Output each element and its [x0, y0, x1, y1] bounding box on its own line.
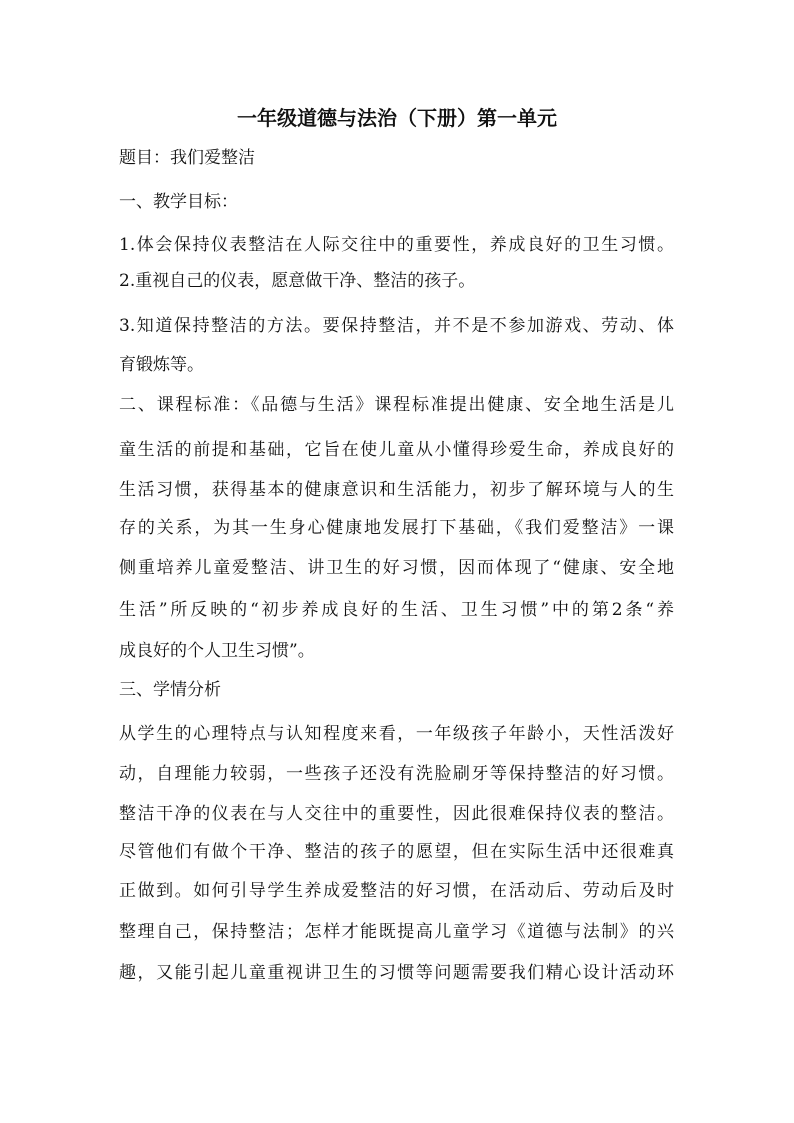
- objective-item-2: 2.重视自己的仪表，愿意做干净、整洁的孩子。: [119, 271, 476, 291]
- learning-analysis-paragraph-line: 正做到。如何引导学生养成爱整洁的好习惯，在活动后、劳动后及时: [119, 881, 674, 901]
- learning-analysis-paragraph-line: 整理自己，保持整洁；怎样才能既提高儿童学习《道德与法制》的兴: [119, 922, 674, 942]
- document-title: 一年级道德与法治（下册）第一单元: [237, 106, 557, 130]
- learning-analysis-paragraph-line: 趣，又能引起儿童重视讲卫生的习惯等问题需要我们精心设计活动环: [119, 963, 674, 983]
- curriculum-standard-paragraph-line: 侧重培养儿童爱整洁、讲卫生的好习惯，因而体现了“健康、安全地: [119, 558, 674, 578]
- curriculum-standard-paragraph-line: 童生活的前提和基础，它旨在使儿童从小懂得珍爱生命，养成良好的: [119, 440, 674, 460]
- learning-analysis-paragraph-line: 整洁干净的仪表在与人交往中的重要性，因此很难保持仪表的整洁。: [119, 804, 674, 824]
- section-heading-objectives: 一、教学目标：: [119, 192, 238, 212]
- curriculum-standard-paragraph-line: 生活”所反映的“初步养成良好的生活、卫生习惯”中的第2条“养: [119, 600, 674, 620]
- curriculum-standard-paragraph-line: 生活习惯，获得基本的健康意识和生活能力，初步了解环境与人的生: [119, 480, 674, 500]
- topic-line: 题目：我们爱整洁: [119, 148, 255, 168]
- objective-item-3: 3.知道保持整洁的方法。要保持整洁，并不是不参加游戏、劳动、体: [119, 316, 674, 336]
- objective-item-1: 1.体会保持仪表整洁在人际交往中的重要性，养成良好的卫生习惯。: [119, 235, 674, 255]
- objective-item-3-continued: 育锻炼等。: [119, 355, 204, 375]
- curriculum-standard-paragraph-line: 存的关系，为其一生身心健康地发展打下基础，《我们爱整洁》一课: [119, 518, 674, 538]
- curriculum-standard-paragraph-line: 二、课程标准：《品德与生活》课程标准提出健康、安全地生活是儿: [119, 395, 674, 415]
- section-heading-learning-analysis: 三、学情分析: [119, 680, 221, 700]
- learning-analysis-paragraph-line: 动，自理能力较弱，一些孩子还没有洗脸刷牙等保持整洁的好习惯。: [119, 764, 674, 784]
- learning-analysis-paragraph-line: 从学生的心理特点与认知程度来看，一年级孩子年龄小，天性活泼好: [119, 724, 674, 744]
- curriculum-standard-paragraph-line: 成良好的个人卫生习惯”。: [119, 641, 315, 661]
- learning-analysis-paragraph-line: 尽管他们有做个干净、整洁的孩子的愿望，但在实际生活中还很难真: [119, 842, 674, 862]
